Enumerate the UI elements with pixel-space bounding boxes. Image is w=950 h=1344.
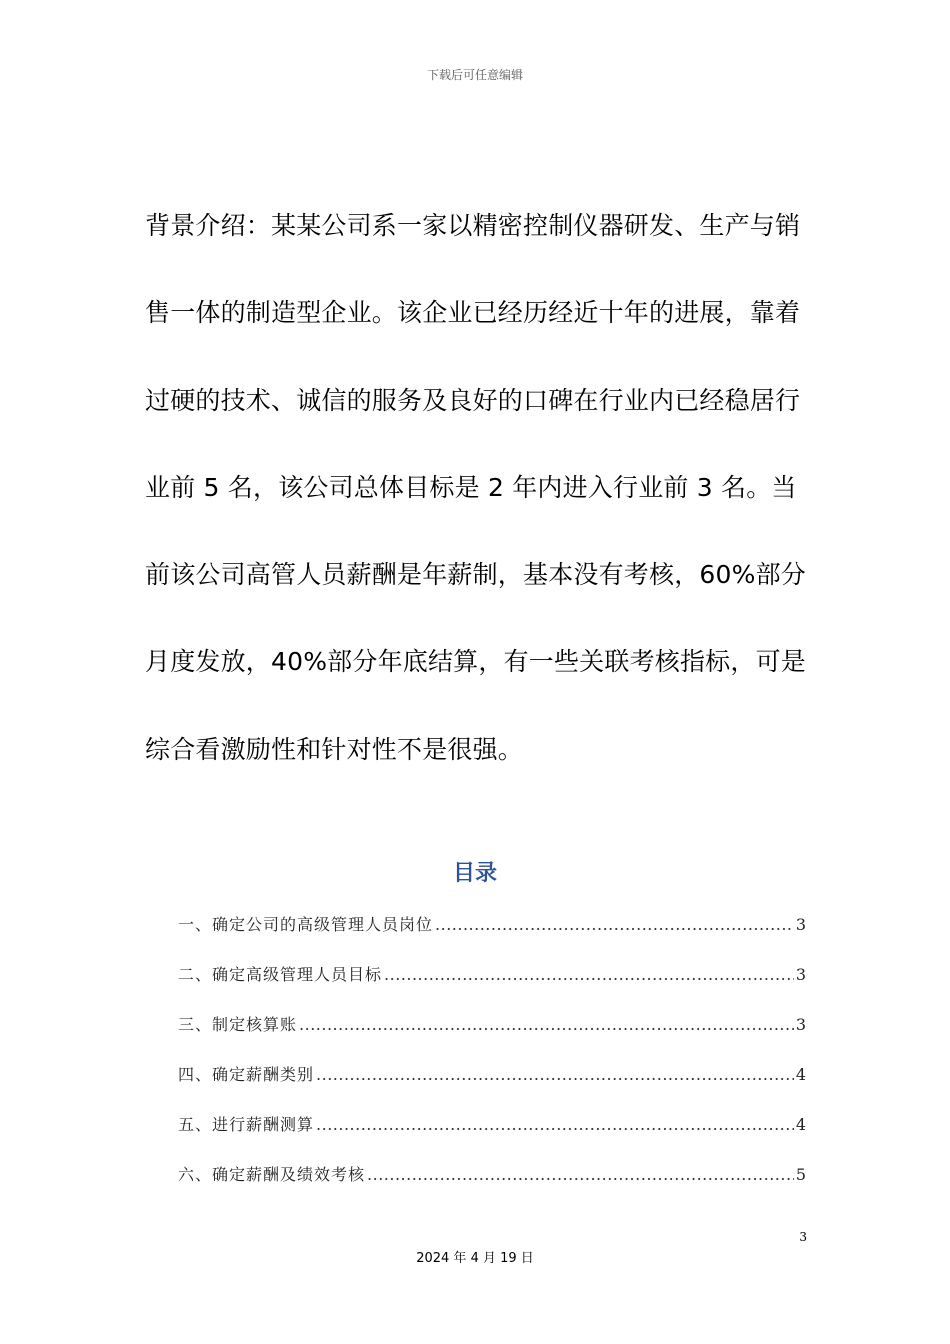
- toc-entry-label: 三、制定核算账: [178, 1015, 298, 1034]
- toc-entry-label: 一、确定公司的高级管理人员岗位: [178, 915, 434, 934]
- toc-entry-label: 四、确定薪酬类别: [178, 1065, 315, 1084]
- background-paragraph: 背景介绍：某某公司系一家以精密控制仪器研发、生产与销售一体的制造型企业。该企业已经历经近十年的进展，靠着过硬的技术、诚信的服务及良好的口碑在行业内已经稳居行业前 5 名，该公司总体目标是 2 年内进入行业前 3 名。当前该公司高管人员薪酬是年薪制，基本没有考核，60%部分月度发放，40%部分年底结算，有一些关联考核指标，可是综合看激励性和针对性不是很强。: [145, 211, 806, 764]
- toc-leader-dots: [299, 1015, 794, 1034]
- toc-entry-6[interactable]: [178, 1162, 806, 1212]
- toc-entry-4[interactable]: [178, 1062, 806, 1112]
- toc-entry-page: 3: [795, 965, 806, 984]
- toc-entry-page: 3: [795, 915, 806, 934]
- toc-entry-5[interactable]: [178, 1112, 806, 1162]
- footer-date: 2024 年 4 月 19 日: [416, 1251, 534, 1266]
- toc-entry-label: 五、进行薪酬测算: [178, 1115, 315, 1134]
- toc-entry-2[interactable]: [178, 962, 806, 1012]
- toc-entry-3[interactable]: [178, 1012, 806, 1062]
- table-of-contents: [178, 912, 806, 1212]
- toc-leader-dots: [384, 965, 794, 984]
- toc-entry-page: 4: [795, 1115, 806, 1134]
- page-number: 3: [799, 1230, 807, 1244]
- toc-title: 目录: [452, 861, 497, 886]
- toc-leader-dots: [316, 1115, 794, 1134]
- toc-entry-label: 二、确定高级管理人员目标: [178, 965, 383, 984]
- toc-leader-dots: [367, 1165, 794, 1184]
- toc-entry-label: 六、确定薪酬及绩效考核: [178, 1165, 366, 1184]
- toc-entry-1[interactable]: [178, 912, 806, 962]
- toc-leader-dots: [316, 1065, 794, 1084]
- toc-entry-page: 3: [795, 1015, 806, 1034]
- header-note: 下载后可任意编辑: [426, 68, 523, 82]
- toc-entry-page: 4: [795, 1065, 806, 1084]
- toc-leader-dots: [435, 915, 794, 934]
- toc-entry-page: 5: [795, 1165, 806, 1184]
